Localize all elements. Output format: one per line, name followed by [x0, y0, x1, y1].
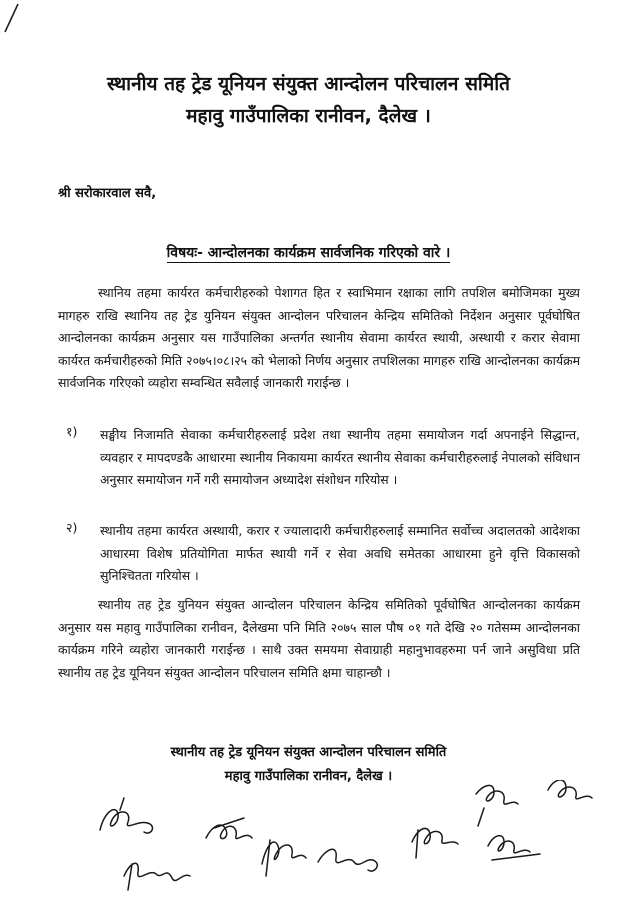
closing-paragraph: स्थानीय तह ट्रेड युनियन संयुक्त आन्दोलन परिचालन केन्द्रिय समितिको पूर्वघोषित आन्दोलनका कार्यक्रम अनुसार यस महावु गाउँपालिका रानीवन, दैलेखमा पनि मिति २०७५ साल पौष ०१ गते देखि २० गतेसम्म आन्दोलनका कार्यक्रम गरिने व्यहोरा जानकारी गराईन्छ । साथै उक्त समयमा सेवाग्राही महानुभावहरुमा पर्न जाने असुविधा प्रति स्थानीय तह ट्रेड यूनियन संयुक्त आन्दोलन परिचालन समिति क्षमा चाहान्छौ । [58, 597, 580, 680]
subject-text: विषयः- आन्दोलनका कार्यक्रम सार्वजनिक गरिएको वारे । [166, 245, 451, 261]
subject-line [40, 243, 577, 262]
demand-2-text: स्थानीय तहमा कार्यरत अस्थायी, करार र ज्यालादारी कर्मचारीहरुलाई सम्मानित सर्वोच्च अदालतको आदेशका आधारमा विशेष प्रतियोगिता मार्फत स्थायी गर्ने र सेवा अवधि समेतका आधारमा हुने वृत्ति विकासको सुनिश्चितता गरियोस । [100, 523, 580, 583]
intro-paragraph: स्थानिय तहमा कार्यरत कर्मचारीहरुको पेशागत हित र स्वाभिमान रक्षाका लागि तपशिल बमोजिमका मुख्य मागहरु राखि स्थानिय तह ट्रेड युनियन संयुक्त आन्दोलन परिचालन केन्द्रिय समितिको निर्देशन अनुसार पूर्वघोषित आन्दोलनका कार्यक्रम अनुसार यस गाउँपालिका अन्तर्गत स्थानीय सेवामा कार्यरत स्थायी, अस्थायी र करार सेवामा कार्यरत कर्मचारीहरुको मिति २०७५।०८।२५ को भेलाको निर्णय अनुसार तपशिलका मागहरु राखि आन्दोलनका कार्यक्रम सार्वजनिक गरिएको व्यहोरा सम्वन्धित सवैलाई जानकारी गराईन्छ । [58, 285, 580, 390]
signature-block-location: महावु गाउँपालिका रानीवन, दैलेख । [224, 769, 393, 784]
corner-pen-mark [2, 2, 22, 36]
signature-5 [318, 849, 377, 871]
recipient-line: श्री सरोकारवाल सवै, [58, 186, 157, 201]
signature-2 [124, 863, 190, 890]
demand-1-number: १) [66, 424, 78, 439]
organization-location: महावु गाउँपालिका रानीवन, दैलेख । [186, 105, 431, 127]
signature-7 [476, 785, 518, 826]
signature-4 [262, 840, 306, 876]
signature-8 [488, 836, 540, 860]
signature-3 [206, 818, 252, 839]
demand-2-number: २) [66, 520, 78, 535]
handwritten-signatures [0, 780, 617, 910]
signature-block-title: स्थानीय तह ट्रेड यूनियन संयुक्त आन्दोलन परिचालन समिति [170, 745, 447, 760]
signature-1 [100, 798, 152, 833]
signature-6 [412, 828, 458, 858]
signature-9 [548, 780, 592, 799]
organization-title: स्थानीय तह ट्रेड यूनियन संयुक्त आन्दोलन परिचालन समिति [107, 73, 510, 95]
demand-1-text: सङ्घीय निजामति सेवाका कर्मचारीहरुलाई प्रदेश तथा स्थानीय तहमा समायोजन गर्दा अपनाईने सिद्धान्त, व्यवहार र मापदण्डकै आधारमा स्थानीय निकायमा कार्यरत स्थानीय सेवाका कर्मचारीहरुलाई नेपालको संविधान अनुसार समायोजन गर्ने गरी समायोजन अध्यादेश संशोधन गरियोस । [100, 427, 580, 487]
